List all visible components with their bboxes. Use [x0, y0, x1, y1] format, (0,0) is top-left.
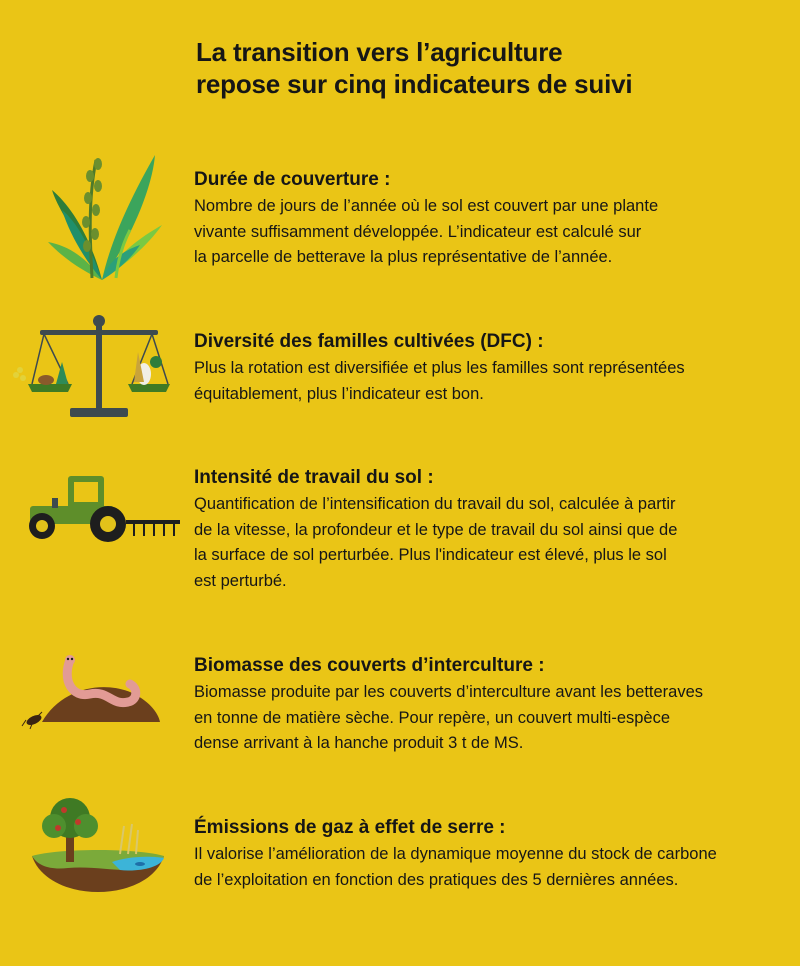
title-line-1: La transition vers l’agriculture — [196, 37, 563, 67]
indicator-description — [194, 356, 784, 407]
indicator-heading: Diversité des familles cultivées (DFC) : — [194, 331, 544, 352]
description-line: dense arrivant à la hanche produit 3 t de MS. — [194, 734, 524, 752]
indicator-description — [194, 842, 784, 893]
tree-ecosystem-icon — [28, 796, 168, 906]
description-line: Il valorise l’amélioration de la dynamique moyenne du stock de carbone — [194, 845, 717, 863]
indicator-emissions-ges — [0, 796, 800, 916]
description-line: Nombre de jours de l’année où le sol est couvert par une plante — [194, 197, 659, 215]
title-line-2: repose sur cinq indicateurs de suivi — [196, 69, 633, 99]
page-title — [196, 36, 756, 100]
balance-scale-icon — [10, 312, 170, 422]
description-line: la parcelle de betterave la plus représentative de l’année. — [194, 248, 613, 266]
description-line: Biomasse produite par les couverts d’interculture avant les betteraves — [194, 683, 704, 701]
description-line: Plus la rotation est diversifiée et plus les familles sont représentées — [194, 359, 685, 377]
tractor-icon — [22, 470, 182, 550]
indicator-duree-couverture — [0, 150, 800, 290]
indicator-heading: Intensité de travail du sol : — [194, 467, 434, 488]
indicator-heading: Durée de couverture : — [194, 169, 391, 190]
plant-icon — [40, 150, 165, 285]
indicator-intensite-travail-sol — [0, 448, 800, 598]
earthworm-soil-icon — [20, 650, 162, 730]
description-line: Quantification de l’intensification du travail du sol, calculée à partir — [194, 495, 676, 513]
indicator-heading: Émissions de gaz à effet de serre : — [194, 817, 506, 838]
indicator-heading: Biomasse des couverts d’interculture : — [194, 655, 545, 676]
indicator-description — [194, 194, 784, 271]
description-line: vivante suffisamment développée. L’indicateur est calculé sur — [194, 222, 642, 241]
description-line: équitablement, plus l’indicateur est bon. — [194, 384, 484, 403]
indicator-biomasse-couverts — [0, 636, 800, 756]
description-line: la surface de sol perturbée. Plus l'indicateur est élevé, plus le sol — [194, 546, 667, 564]
description-line: de la vitesse, la profondeur et le type de travail du sol ainsi que de — [194, 520, 678, 539]
indicator-diversite-familles — [0, 312, 800, 422]
description-line: est perturbé. — [194, 571, 287, 590]
indicator-description — [194, 680, 784, 757]
description-line: de l’exploitation en fonction des pratiques des 5 dernières années. — [194, 870, 679, 889]
indicator-description — [194, 492, 784, 594]
description-line: en tonne de matière sèche. Pour repère, un couvert multi-espèce — [194, 708, 671, 727]
